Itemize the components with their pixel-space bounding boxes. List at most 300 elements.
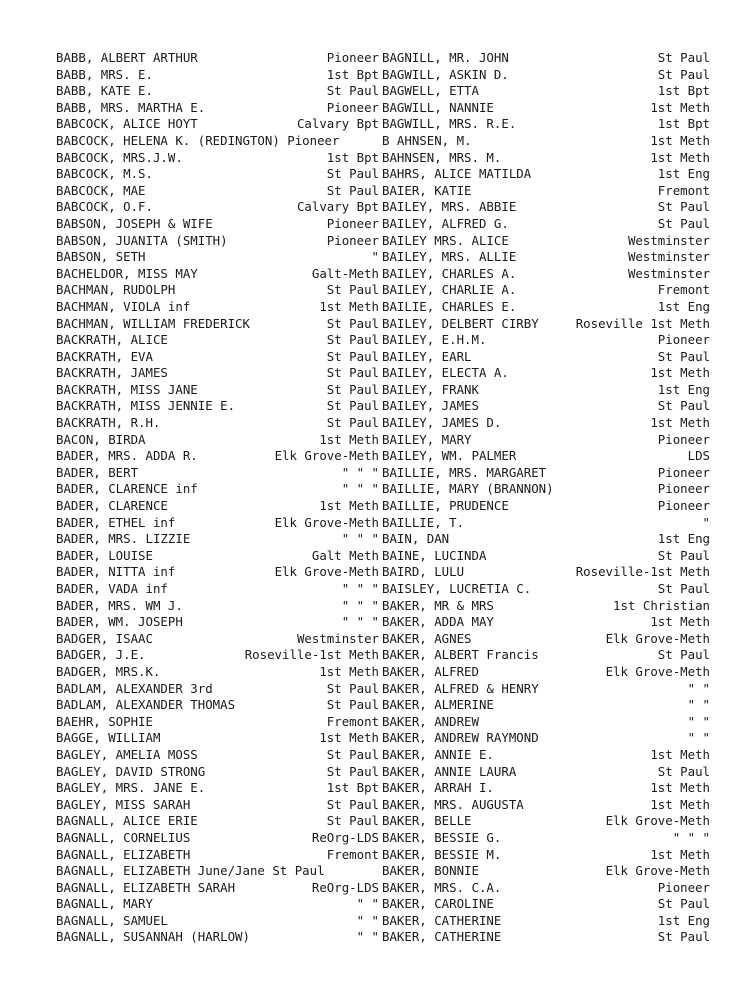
entry-name: BABB, MRS. E. bbox=[56, 66, 153, 82]
entry-name: BAILEY, MRS. ALLIE bbox=[382, 249, 517, 265]
entry-church: 1st Meth bbox=[319, 663, 379, 679]
entry-name: BACHELDOR, MISS MAY bbox=[56, 265, 198, 281]
entry-name: BAGLEY, MRS. JANE E. bbox=[56, 780, 206, 796]
entry-row bbox=[56, 847, 379, 864]
entry-church: St Paul bbox=[657, 50, 710, 65]
entry-row bbox=[56, 465, 379, 482]
entry-name: BADER, MRS. ADDA R. bbox=[56, 448, 198, 464]
entry-row bbox=[56, 116, 379, 133]
entry-church: 1st Bpt bbox=[326, 66, 379, 82]
entry-row bbox=[56, 929, 379, 946]
entry-church: St Paul bbox=[326, 282, 379, 298]
entry-row bbox=[382, 647, 710, 664]
entry-row bbox=[382, 581, 710, 598]
entry-row bbox=[56, 150, 379, 167]
entry-row bbox=[382, 266, 710, 283]
entry-row bbox=[382, 199, 710, 216]
entry-name: BAKER, ANDREW RAYMOND bbox=[382, 730, 539, 746]
entry-name: BAKER, ALFRED & HENRY bbox=[382, 680, 539, 696]
entry-name: BABSON, SETH bbox=[56, 249, 146, 265]
entry-name: BABCOCK, MRS.J.W. bbox=[56, 149, 183, 165]
entry-row bbox=[56, 498, 379, 515]
entry-name: BAKER, ADDA MAY bbox=[382, 614, 494, 630]
entry-name: BADER, VADA inf bbox=[56, 581, 168, 596]
entry-name: BAISLEY, LUCRETIA C. bbox=[382, 581, 532, 596]
entry-row bbox=[56, 764, 379, 781]
entry-church: St Paul bbox=[326, 315, 379, 331]
right-column bbox=[382, 50, 710, 946]
entry-church: " " " bbox=[341, 481, 379, 497]
entry-row bbox=[382, 432, 710, 449]
entry-name: BAKER, BONNIE bbox=[382, 863, 479, 879]
entry-name: BAKER, AGNES bbox=[382, 630, 472, 646]
entry-name: BACHMAN, RUDOLPH bbox=[56, 282, 176, 298]
entry-row bbox=[382, 166, 710, 183]
entry-row bbox=[56, 67, 379, 84]
entry-church: 1st Meth bbox=[650, 132, 710, 148]
entry-name: BAILEY, ALFRED G. bbox=[382, 215, 509, 231]
entry-church: Pioneer bbox=[657, 481, 710, 497]
entry-row bbox=[56, 199, 379, 216]
entry-name: BAKER, BELLE bbox=[382, 813, 472, 829]
entry-church: Calvary Bpt bbox=[296, 116, 379, 132]
entry-church: St Paul bbox=[326, 763, 379, 779]
entry-name: BAKER, BESSIE M. bbox=[382, 846, 502, 862]
entry-church: " " bbox=[356, 912, 379, 928]
entry-church: 1st Eng bbox=[657, 912, 710, 928]
entry-row bbox=[56, 664, 379, 681]
entry-row bbox=[56, 614, 379, 631]
entry-name: BADER, LOUISE bbox=[56, 547, 153, 563]
entry-name: BAEHR, SOPHIE bbox=[56, 713, 153, 729]
entry-church: St Paul bbox=[657, 763, 710, 779]
entry-name: BAILLIE, PRUDENCE bbox=[382, 498, 509, 514]
entry-church: 1st Meth bbox=[650, 780, 710, 796]
entry-name: BAGNALL, ELIZABETH SARAH bbox=[56, 879, 236, 895]
entry-church: St Paul bbox=[657, 199, 710, 215]
entry-row bbox=[382, 747, 710, 764]
entry-church: Galt-Meth bbox=[311, 265, 379, 281]
entry-name: BAGNALL, ELIZABETH June/Jane St Paul bbox=[56, 863, 325, 879]
entry-row bbox=[56, 349, 379, 366]
entry-row bbox=[56, 564, 379, 581]
entry-name: BAILEY, EARL bbox=[382, 348, 472, 364]
entry-row bbox=[56, 681, 379, 698]
entry-church: LDS bbox=[687, 448, 710, 464]
entry-church: St Paul bbox=[657, 929, 710, 945]
entry-name: BACKRATH, ALICE bbox=[56, 332, 168, 348]
entry-row bbox=[56, 282, 379, 299]
entry-row bbox=[56, 398, 379, 415]
entry-name: BAIN, DAN bbox=[382, 531, 450, 547]
entry-church: " " bbox=[687, 730, 710, 746]
entry-name: BAKER, MRS. AUGUSTA bbox=[382, 796, 524, 812]
entry-name: BACKRATH, JAMES bbox=[56, 365, 168, 381]
entry-church: " " " bbox=[341, 581, 379, 596]
entry-church: 1st Eng bbox=[657, 166, 710, 182]
entry-name: BAIRD, LULU bbox=[382, 564, 465, 580]
entry-name: BAGLEY, DAVID STRONG bbox=[56, 763, 206, 779]
entry-row bbox=[56, 531, 379, 548]
entry-row bbox=[56, 249, 379, 266]
entry-church: Pioneer bbox=[657, 464, 710, 480]
entry-church: Elk Grove-Meth bbox=[274, 564, 379, 580]
entry-name: BAKER, ANNIE E. bbox=[382, 746, 494, 762]
entry-church: Westminster bbox=[296, 630, 379, 646]
entry-name: BAILLIE, T. bbox=[382, 514, 465, 530]
entry-row bbox=[382, 564, 710, 581]
entry-name: BADER, CLARENCE bbox=[56, 498, 168, 514]
entry-name: BACKRATH, MISS JANE bbox=[56, 381, 198, 397]
entry-church: St Paul bbox=[657, 547, 710, 563]
entry-church: Pioneer bbox=[657, 879, 710, 895]
entry-church: 1st Eng bbox=[657, 298, 710, 314]
entry-church: Fremont bbox=[326, 713, 379, 729]
entry-row bbox=[56, 50, 379, 67]
entry-name: BAGNALL, ELIZABETH bbox=[56, 846, 191, 862]
entry-name: BAKER, BESSIE G. bbox=[382, 829, 502, 845]
entry-name: BACKRATH, MISS JENNIE E. bbox=[56, 398, 236, 414]
entry-row bbox=[382, 847, 710, 864]
entry-row bbox=[382, 349, 710, 366]
entry-church: St Paul bbox=[657, 581, 710, 596]
entry-row bbox=[382, 249, 710, 266]
entry-church: 1st Bpt bbox=[326, 149, 379, 165]
entry-church: " " " bbox=[341, 614, 379, 630]
entry-church: St Paul bbox=[326, 332, 379, 348]
entry-church: 1st Eng bbox=[657, 381, 710, 397]
entry-name: BADER, ETHEL inf bbox=[56, 514, 176, 530]
entry-row bbox=[382, 100, 710, 117]
entry-church: Pioneer bbox=[326, 215, 379, 231]
entry-church: Pioneer bbox=[326, 99, 379, 115]
entry-church: Roseville 1st Meth bbox=[575, 315, 710, 331]
entry-church: Fremont bbox=[657, 282, 710, 298]
entry-name: BADER, CLARENCE inf bbox=[56, 481, 198, 497]
entry-name: BAGWILL, MRS. R.E. bbox=[382, 116, 517, 132]
entry-name: BADER, BERT bbox=[56, 464, 139, 480]
entry-name: BADER, MRS. WM J. bbox=[56, 597, 183, 613]
entry-row bbox=[382, 515, 710, 532]
entry-name: BABCOCK, ALICE HOYT bbox=[56, 116, 198, 132]
entry-church: Elk Grove-Meth bbox=[605, 813, 710, 829]
entry-name: BAINE, LUCINDA bbox=[382, 547, 487, 563]
entry-name: BADER, NITTA inf bbox=[56, 564, 176, 580]
entry-name: BAILEY, WM. PALMER bbox=[382, 448, 517, 464]
entry-church: St Paul bbox=[657, 66, 710, 82]
entry-church: Elk Grove-Meth bbox=[605, 663, 710, 679]
entry-church: Galt Meth bbox=[311, 547, 379, 563]
entry-name: BABSON, JOSEPH & WIFE bbox=[56, 215, 213, 231]
entry-row bbox=[382, 216, 710, 233]
entry-name: BAILEY, DELBERT CIRBY bbox=[382, 315, 539, 331]
entry-church: ReOrg-LDS bbox=[311, 879, 379, 895]
entry-row bbox=[382, 116, 710, 133]
entry-church: 1st Christian bbox=[613, 597, 710, 613]
entry-name: BABB, KATE E. bbox=[56, 83, 153, 99]
entry-name: BACHMAN, WILLIAM FREDERICK bbox=[56, 315, 250, 331]
entry-row bbox=[382, 531, 710, 548]
entry-church: Pioneer bbox=[326, 50, 379, 65]
entry-church: " " bbox=[356, 896, 379, 912]
entry-row bbox=[56, 863, 379, 880]
entry-church: 1st Meth bbox=[650, 149, 710, 165]
entry-church: " " " bbox=[341, 597, 379, 613]
entry-row bbox=[382, 813, 710, 830]
entry-church: " " bbox=[356, 929, 379, 945]
entry-row bbox=[56, 697, 379, 714]
entry-row bbox=[382, 764, 710, 781]
entry-church: 1st Meth bbox=[650, 415, 710, 431]
entry-church: " " " bbox=[672, 829, 710, 845]
entry-row bbox=[382, 929, 710, 946]
entry-row bbox=[56, 548, 379, 565]
entry-name: BAGLEY, AMELIA MOSS bbox=[56, 746, 198, 762]
entry-row bbox=[56, 896, 379, 913]
entry-row bbox=[56, 448, 379, 465]
entry-church: St Paul bbox=[326, 381, 379, 397]
entry-row bbox=[56, 166, 379, 183]
entry-church: 1st Bpt bbox=[657, 83, 710, 99]
entry-church: St Paul bbox=[326, 365, 379, 381]
entry-row bbox=[56, 299, 379, 316]
entry-row bbox=[382, 233, 710, 250]
entry-name: BAILEY, ELECTA A. bbox=[382, 365, 509, 381]
entry-name: BABCOCK, M.S. bbox=[56, 166, 153, 182]
entry-name: BAILEY, JAMES bbox=[382, 398, 479, 414]
entry-church: " " " bbox=[341, 464, 379, 480]
entry-row bbox=[56, 714, 379, 731]
entry-church: 1st Meth bbox=[319, 298, 379, 314]
entry-row bbox=[56, 598, 379, 615]
entry-church: 1st Meth bbox=[650, 365, 710, 381]
entry-name: B AHNSEN, M. bbox=[382, 132, 472, 148]
entry-row bbox=[382, 697, 710, 714]
entry-church: 1st Meth bbox=[650, 99, 710, 115]
entry-name: BADER, MRS. LIZZIE bbox=[56, 531, 191, 547]
entry-row bbox=[382, 282, 710, 299]
entry-church: Elk Grove-Meth bbox=[605, 863, 710, 879]
entry-row bbox=[56, 100, 379, 117]
entry-row bbox=[56, 233, 379, 250]
entry-row bbox=[382, 797, 710, 814]
entry-name: BABSON, JUANITA (SMITH) bbox=[56, 232, 228, 248]
entry-church: Elk Grove-Meth bbox=[274, 514, 379, 530]
entry-row bbox=[56, 382, 379, 399]
entry-church: St Paul bbox=[657, 398, 710, 414]
entry-name: BAGGE, WILLIAM bbox=[56, 730, 161, 746]
entry-name: BAHRS, ALICE MATILDA bbox=[382, 166, 532, 182]
entry-row bbox=[56, 913, 379, 930]
entry-row bbox=[382, 183, 710, 200]
entry-row bbox=[382, 863, 710, 880]
entry-name: BAKER, ANNIE LAURA bbox=[382, 763, 517, 779]
entry-name: BAKER, ARRAH I. bbox=[382, 780, 494, 796]
entry-row bbox=[56, 316, 379, 333]
entry-church: Calvary Bpt bbox=[296, 199, 379, 215]
entry-church: St Paul bbox=[657, 647, 710, 663]
entry-row bbox=[382, 465, 710, 482]
entry-church: St Paul bbox=[326, 398, 379, 414]
entry-row bbox=[56, 481, 379, 498]
entry-name: BADGER, ISAAC bbox=[56, 630, 153, 646]
entry-church: " " bbox=[687, 680, 710, 696]
entry-name: BADLAM, ALEXANDER 3rd bbox=[56, 680, 213, 696]
entry-row bbox=[382, 398, 710, 415]
entry-name: BAGNALL, ALICE ERIE bbox=[56, 813, 198, 829]
entry-row bbox=[382, 481, 710, 498]
entry-row bbox=[382, 631, 710, 648]
entry-church: St Paul bbox=[326, 415, 379, 431]
entry-row bbox=[56, 730, 379, 747]
entry-name: BACKRATH, EVA bbox=[56, 348, 153, 364]
entry-name: BAILEY, FRANK bbox=[382, 381, 479, 397]
entry-church: St Paul bbox=[326, 348, 379, 364]
entry-church: Roseville-1st Meth bbox=[575, 564, 710, 580]
entry-name: BAILLIE, MRS. MARGARET bbox=[382, 464, 547, 480]
entry-church: " " " bbox=[341, 531, 379, 547]
entry-name: BAGNALL, SUSANNAH (HARLOW) bbox=[56, 929, 250, 945]
entry-row bbox=[56, 266, 379, 283]
entry-church: " " bbox=[687, 713, 710, 729]
entry-row bbox=[382, 498, 710, 515]
entry-name: BAILEY MRS. ALICE bbox=[382, 232, 509, 248]
entry-row bbox=[56, 581, 379, 598]
entry-church: Roseville-1st Meth bbox=[244, 647, 379, 663]
entry-church: 1st Meth bbox=[319, 730, 379, 746]
entry-row bbox=[382, 880, 710, 897]
entry-row bbox=[56, 780, 379, 797]
entry-name: BAILEY, MRS. ABBIE bbox=[382, 199, 517, 215]
entry-name: BACHMAN, VIOLA inf bbox=[56, 298, 191, 314]
entry-row bbox=[382, 913, 710, 930]
entry-name: BAKER, CATHERINE bbox=[382, 929, 502, 945]
entry-row bbox=[382, 448, 710, 465]
entry-church: Pioneer bbox=[326, 232, 379, 248]
entry-row bbox=[382, 83, 710, 100]
entry-row bbox=[56, 432, 379, 449]
entry-church: Pioneer bbox=[657, 431, 710, 447]
entry-row bbox=[382, 830, 710, 847]
entry-row bbox=[382, 681, 710, 698]
entry-church: Fremont bbox=[657, 182, 710, 198]
entry-church: Westminster bbox=[627, 265, 710, 281]
entry-church: St Paul bbox=[326, 182, 379, 198]
entry-church: St Paul bbox=[657, 215, 710, 231]
entry-name: BADLAM, ALEXANDER THOMAS bbox=[56, 697, 236, 713]
entry-row bbox=[56, 515, 379, 532]
entry-row bbox=[382, 299, 710, 316]
left-column bbox=[56, 50, 379, 946]
entry-name: BABCOCK, HELENA K. (REDINGTON) Pioneer bbox=[56, 132, 340, 148]
entry-row bbox=[382, 614, 710, 631]
entry-church: ReOrg-LDS bbox=[311, 829, 379, 845]
entry-name: BAGNALL, SAMUEL bbox=[56, 912, 168, 928]
entry-church: 1st Meth bbox=[650, 796, 710, 812]
entry-row bbox=[382, 548, 710, 565]
entry-name: BAIER, KATIE bbox=[382, 182, 472, 198]
entry-church: Pioneer bbox=[657, 498, 710, 514]
entry-church: 1st Meth bbox=[650, 746, 710, 762]
entry-name: BADGER, MRS.K. bbox=[56, 663, 161, 679]
entry-church: St Paul bbox=[326, 746, 379, 762]
entry-row bbox=[56, 183, 379, 200]
entry-row bbox=[56, 647, 379, 664]
entry-name: BAKER, CATHERINE bbox=[382, 912, 502, 928]
entry-name: BAGNILL, MR. JOHN bbox=[382, 50, 509, 65]
entry-church: St Paul bbox=[657, 348, 710, 364]
entry-name: BAILEY, E.H.M. bbox=[382, 332, 487, 348]
entry-church: 1st Meth bbox=[319, 431, 379, 447]
entry-name: BAKER, ALBERT Francis bbox=[382, 647, 539, 663]
entry-row bbox=[382, 714, 710, 731]
entry-row bbox=[382, 896, 710, 913]
entry-church: " bbox=[702, 514, 710, 530]
entry-name: BADER, WM. JOSEPH bbox=[56, 614, 183, 630]
entry-church: Westminster bbox=[627, 232, 710, 248]
entry-row bbox=[382, 415, 710, 432]
entry-name: BAILEY, MARY bbox=[382, 431, 472, 447]
entry-church: St Paul bbox=[326, 680, 379, 696]
entry-name: BABB, ALBERT ARTHUR bbox=[56, 50, 198, 65]
entry-church: Fremont bbox=[326, 846, 379, 862]
entry-church: " bbox=[371, 249, 379, 265]
entry-row bbox=[56, 216, 379, 233]
entry-row bbox=[56, 880, 379, 897]
entry-church: 1st Bpt bbox=[657, 116, 710, 132]
entry-name: BABCOCK, O.F. bbox=[56, 199, 153, 215]
entry-name: BAGLEY, MISS SARAH bbox=[56, 796, 191, 812]
entry-name: BAKER, ALFRED bbox=[382, 663, 479, 679]
entry-church: Pioneer bbox=[657, 332, 710, 348]
entry-name: BAGNALL, CORNELIUS bbox=[56, 829, 191, 845]
entry-church: St Paul bbox=[326, 166, 379, 182]
entry-name: BAGWILL, ASKIN D. bbox=[382, 66, 509, 82]
entry-row bbox=[382, 150, 710, 167]
entry-church: " " bbox=[687, 697, 710, 713]
entry-row bbox=[56, 83, 379, 100]
entry-church: 1st Meth bbox=[650, 846, 710, 862]
entry-name: BAKER, ANDREW bbox=[382, 713, 479, 729]
entry-church: Elk Grove-Meth bbox=[605, 630, 710, 646]
entry-name: BAILLIE, MARY (BRANNON) bbox=[382, 481, 554, 497]
entry-church: 1st Meth bbox=[319, 498, 379, 514]
entry-row bbox=[382, 316, 710, 333]
entry-row bbox=[56, 332, 379, 349]
entry-row bbox=[382, 664, 710, 681]
entry-church: Westminster bbox=[627, 249, 710, 265]
entry-name: BAILEY, JAMES D. bbox=[382, 415, 502, 431]
entry-name: BAILIE, CHARLES E. bbox=[382, 298, 517, 314]
entry-church: Elk Grove-Meth bbox=[274, 448, 379, 464]
entry-row bbox=[382, 50, 710, 67]
entry-row bbox=[56, 365, 379, 382]
entry-name: BAHNSEN, MRS. M. bbox=[382, 149, 502, 165]
entry-row bbox=[382, 133, 710, 150]
entry-church: St Paul bbox=[326, 796, 379, 812]
entry-church: St Paul bbox=[326, 813, 379, 829]
entry-row bbox=[382, 382, 710, 399]
entry-name: BAILEY, CHARLIE A. bbox=[382, 282, 517, 298]
entry-church: 1st Bpt bbox=[326, 780, 379, 796]
entry-name: BACON, BIRDA bbox=[56, 431, 146, 447]
entry-row bbox=[382, 598, 710, 615]
entry-church: St Paul bbox=[657, 896, 710, 912]
entry-row bbox=[56, 813, 379, 830]
entry-name: BADGER, J.E. bbox=[56, 647, 146, 663]
entry-name: BAKER, CAROLINE bbox=[382, 896, 494, 912]
entry-row bbox=[56, 830, 379, 847]
